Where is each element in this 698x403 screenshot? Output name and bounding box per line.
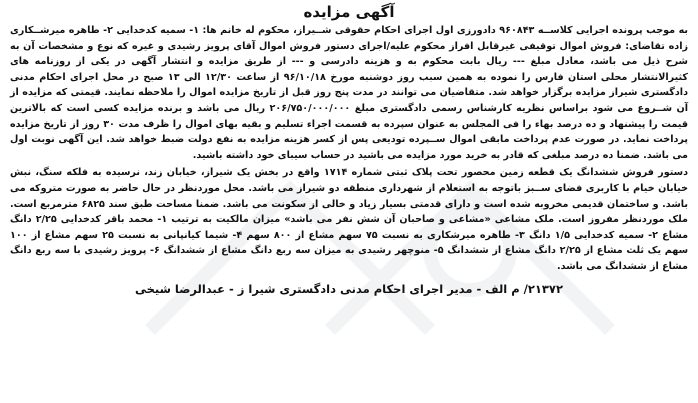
notice-title: آگهی مزایده: [303, 3, 395, 21]
notice-signature: ۲۱۳۷۲/ م الف - مدیر اجرای احکام مدنی دادگستری شیرا ز - عبدالرضا شیخی: [135, 281, 563, 296]
notice-paragraph-property-description: دستور فروش ششدانگ یک قطعه زمین محصور تحت پلاک ثبتی شماره ۱۷۱۴ واقع در بخش یک شیراز، خیابان زند، نرسیده به فلکه سنگ، نبش خیابان خیام با کاربری فضای ســبز باتوجه به استعلام از شهرداری منطقه دو شیراز می باشد. محل موردنظر در حال حاضر به صورت متروکه می باشد. و ساختمان قدیمی مخروبه شده است و دارای قدمتی بسیار زیاد و خالی از سکونت می باشد. ضمنا مساحت طبق سند ۶۸۲۵ مترمربع است. ملک موردنظر مفروز است. ملک مشاعی «مشاعی و صاحبان آن شش نفر می باشد» میزان مالکیت به ترتیب ۱- محمد باقر کدخدایی ۲/۲۵ دانگ مشاع ۲- سمیه کدخدایی ۱/۵ دانگ ۳- طاهره میرشکاری به نسبت ۷۵ سهم مشاع از ۸۰۰ سهم ۴- شیما کیانپانی به نسبت ۲۵ سهم مشاع از ۱۰۰ سهم یک ثلث مشاع از ۲/۲۵ دانگ مشاع از ششدانگ ۵- منوچهر رشیدی به میزان سه ربع دانگ مشاع از ششدانگ ۶- پرویز رشیدی با سه ربع دانگ مشاع از ششدانگ می باشد.: [10, 167, 689, 272]
notice-paragraph-auction-terms: به موجب پرونده اجرایی کلاســه ۹۶۰۸۴۳ دادورزی اول اجرای احکام حقوقی شــیراز، محکوم له خانم ها: ۱- سمیه کدخدایی ۲- طاهره میرشــکاری زاده تقاضای: فروش اموال توقیفی غیرقابل افراز محکوم علیه/اجرای دستور فروش اموال آقای پرویز رشیدی و غیره که نوع و مشخصات آن به شرح ذیل می باشد، معادل مبلغ --- ریال بابت محکوم به و هزینه دادرسی و --- از طریق مزایده و انتشار آگهی در یکی از روزنامه های کثیرالانتشار محلی استان فارس را نموده به همین سبب روز دوشنبه مورخ ۹۶/۱۰/۱۸ از ساعت ۱۲/۳۰ الی ۱۳ صبح در محل اجرای احکام مدنی دادگستری شیراز مزایده برگزار خواهد شد. متقاضیان می توانند در مدت پنج روز قبل از تاریخ مزایده اموال را ملاحظه نمایند. قیمتی که مزایده از آن شــروع می شود براساس نظریه کارشناس رسمی دادگستری مبلغ ۲۰۶/۷۵۰/۰۰۰/۰۰۰ ریال می باشد و برنده مزایده کسی است که بالاترین قیمت را پیشنهاد و ده درصد بهاء را فی المجلس به عنوان سپرده به قسمت اجراء تسلیم و بقیه بهای اموال را ظرف مدت ۳۰ روز از تاریخ مزایده پرداخت نماید. در صورت عدم پرداخت مابقی اموال ســپرده تودیعی پس از کسر هزینه مزایده به نفع دولت ضبط خواهد شد. این آگهی نوبت اول می باشد. ضمنا ده درصد مبلغی که قادر به خرید مورد مزایده می باشید در حساب سیبای خود داشته باشید.: [10, 25, 689, 161]
